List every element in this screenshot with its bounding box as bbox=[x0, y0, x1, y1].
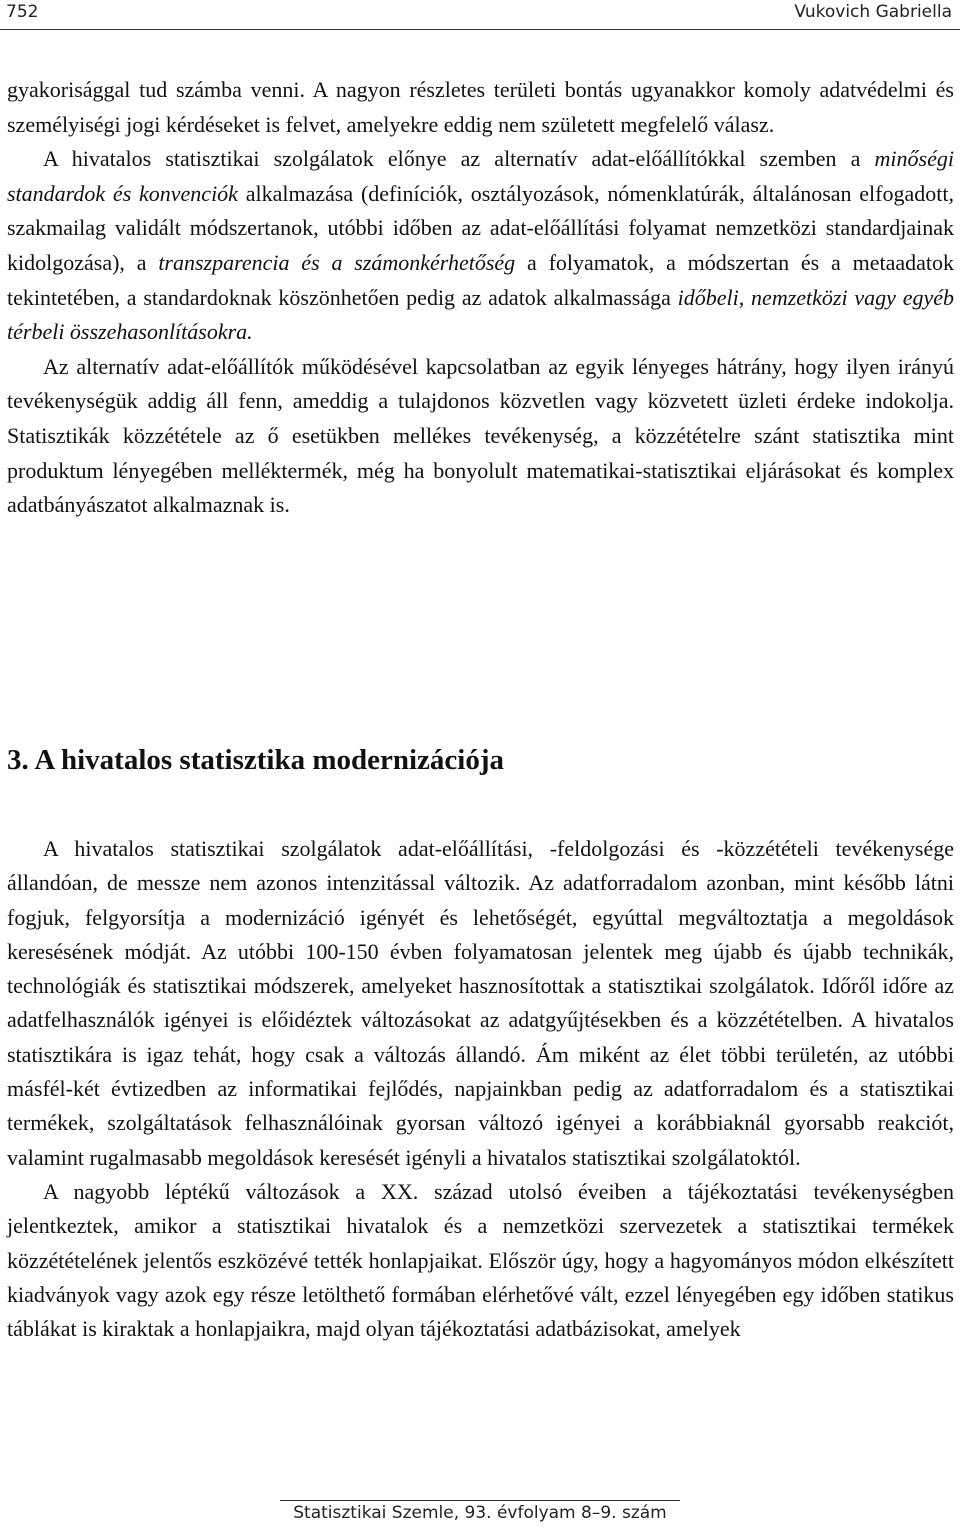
text-run: alkalmazása (definíciók, osztályozások, nómenklatúrák, általánosan elfogadott, szakmailag validált módszertanok, utóbbi időben az adat-előállítási folyamat nemzetközi standardjainak kidolgozása), a bbox=[7, 180, 954, 275]
italic-phrase: időbeli, nemzetközi vagy egyéb térbeli összehasonlításokra. bbox=[7, 284, 954, 345]
page-number: 752 bbox=[6, 2, 39, 22]
paragraph bbox=[7, 142, 954, 350]
paragraph: A nagyobb léptékű változások a XX. század utolsó éveiben a tájékoztatási tevékenységben jelentkeztek, amikor a statisztikai hivatalok és a nemzetközi szervezetek a statisztikai termékek közzétételének jelentős eszközévé tették honlapjaikat. Először úgy, hogy a hagyományos módon elkészített kiadványok vagy azok egy része letölthető formában elérhetővé vált, ezzel lényegében egy időben statikus táblákat is kiraktak a honlapjaikra, majd olyan tájékoztatási adatbázisokat, amelyek bbox=[7, 1178, 954, 1342]
page-header bbox=[0, 0, 960, 29]
paragraph: Az alternatív adat-előállítók működésével kapcsolatban az egyik lényeges hátrány, hogy ilyen irányú tevékenységük addig áll fenn, ameddig a tulajdonos közvetlen vagy közvetett üzleti érdeke indokolja. Statisztikák közzététele az ő esetükben mellékes tevékenység, a közzétételre szánt statisztika mint produktum lényegében melléktermék, még ha bonyolult matematikai-statisztikai eljárásokat és komplex adatbányászatot alkalmaznak is. bbox=[7, 353, 954, 518]
italic-phrase: minőségi standardok és konvenciók bbox=[7, 146, 954, 206]
paragraph: gyakorisággal tud számba venni. A nagyon részletes területi bontás ugyanakkor komoly adatvédelmi és személyiségi jogi kérdéseket is felvet, amelyekre eddig nem született megfelelő válasz. bbox=[7, 77, 954, 137]
journal-footer: Statisztikai Szemle, 93. évfolyam 8–9. szám bbox=[293, 1503, 667, 1523]
running-author: Vukovich Gabriella bbox=[794, 2, 952, 22]
section-body-text bbox=[7, 832, 954, 1346]
text-run: a folyamatok, a módszertan és a metaadatok tekintetében, a standardoknak köszönhetően pedig az adatok alkalmassága bbox=[7, 249, 955, 310]
footer-rule bbox=[280, 1500, 680, 1501]
section-heading: 3. A hivatalos statisztika modernizációja bbox=[7, 744, 505, 776]
paragraph: A hivatalos statisztikai szolgálatok adat-előállítási, -feldolgozási és -közzétételi tevékenysége állandóan, de messze nem azonos intenzitással változik. Az adatforradalom azonban, mint később látni fogjuk, felgyorsítja a modernizáció igényét és lehetőségét, egyúttal megváltoztatja a megoldások keresésének módját. Az utóbbi 100-150 évben folyamatosan jelentek meg újabb és újabb technikák, technológiák és statisztikai módszerek, amelyeket hasznosítottak a statisztikai szolgálatok. Időről időre az adatfelhasználók igényei is előidéztek változásokat az adatgyűjtésekben és a közzétételben. A hivatalos statisztikára is igaz tehát, hogy csak a változás állandó. Ám miként az élet többi területén, az utóbbi másfél-két évtizedben az informatikai fejlődés, napjainkban pedig az adatforradalom és a statisztikai termékek, szolgáltatások felhasználóinak gyorsan változó igényei a korábbiaknál gyorsabb reakciót, valamint rugalmasabb megoldások keresését igényli a hivatalos statisztikai szolgálatoktól. bbox=[7, 836, 954, 1170]
body-text bbox=[7, 73, 954, 523]
italic-phrase: transzparencia és a számonkérhetőség bbox=[158, 249, 516, 275]
header-rule bbox=[0, 29, 960, 30]
text-run: A hivatalos statisztikai szolgálatok előnye az alternatív adat-előállítókkal szemben a bbox=[43, 146, 875, 172]
